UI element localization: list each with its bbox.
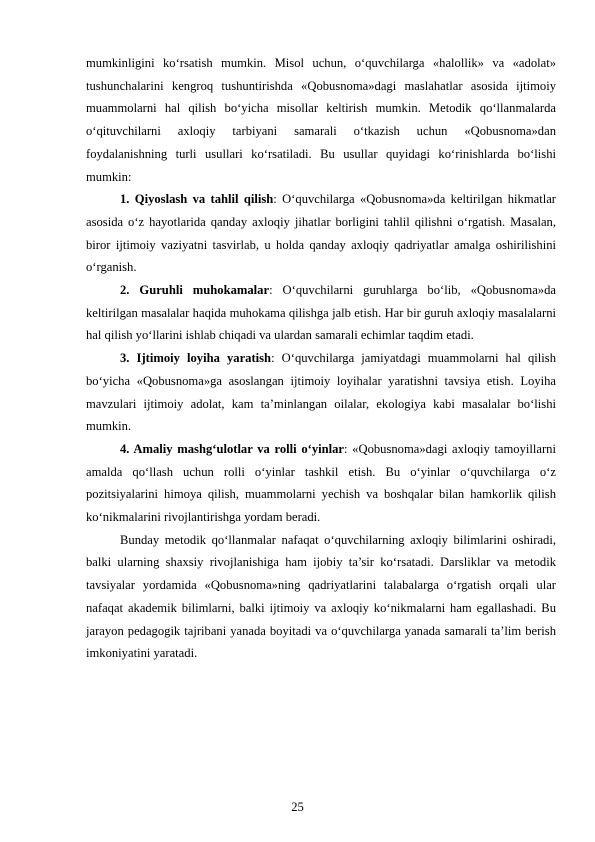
document-body [86, 52, 556, 665]
list-item-2 [86, 279, 556, 347]
list-item-4-heading: 4. Amaliy mashg‘ulotlar va rolli o‘yinlar [120, 441, 345, 456]
list-item-1-heading: 1. Qiyoslash va tahlil qilish [120, 192, 274, 207]
list-item-3-heading: 3. Ijtimoiy loyiha yaratish [120, 351, 272, 366]
list-item-4 [86, 438, 556, 529]
list-item-3 [86, 347, 556, 438]
list-item-3-text: : O‘quvchilarga jamiyatdagi muammolarni hal qilish bo‘yicha «Qobusnoma»ga asoslangan ijtimoiy loyihalar yaratishni tavsiya etish. Loyiha mavzulari ijtimoiy adolat, kam ta’minlangan oilalar, ekologiya kabi masalalar bo‘lishi mumkin. [86, 351, 557, 434]
page-number: 25 [291, 800, 304, 814]
list-item-4-text: : «Qobusnoma»dagi axloqiy tamoyillarni amalda qo‘llash uchun rolli o‘yinlar tashkil etish. Bu o‘yinlar o‘quvchilarga o‘z pozitsiyalarini himoya qilish, muammolarni yechish va boshqalar bilan hamkorlik qilish ko‘nikmalarini rivojlantirishga yordam beradi. [86, 441, 556, 525]
list-item-2-heading: 2. Guruhli muhokamalar [120, 283, 270, 298]
list-item-1-text: : O‘quvchilarga «Qobusnoma»da keltirilgan hikmatlar asosida o‘z hayotlarida qanday axloqiy jihatlar borligini tahlil qilishni o‘rgatish. Masalan, biror ijtimoiy vaziyatni tasvirlab, u holda qanday axloqiy qadriyatlar amalga oshirilishini o‘rganish. [86, 192, 556, 275]
list-item-1 [86, 188, 556, 279]
list-item-2-text: : O‘quvchilarni guruhlarga bo‘lib, «Qobusnoma»da keltirilgan masalalar haqida muhokama qilishga jalb etish. Har bir guruh axloqiy masalalarni hal qilish yo‘llarini ishlab chiqadi va ulardan samarali echimlar taqdim etadi. [86, 283, 556, 343]
intro-paragraph: mumkinligini ko‘rsatish mumkin. Misol uchun, o‘quvchilarga «halollik» va «adolat» tushunchalarini kengroq tushuntirishda «Qobusnoma»dagi maslahatlar asosida ijtimoiy muammolarni hal qilish bo‘yicha misollar keltirish mumkin. Metodik qo‘llanmalarda o‘qituvchilarni axloqiy tarbiyani samarali o‘tkazish uchun «Qobusnoma»dan foydalanishning turli usullari ko‘rsatiladi. Bu usullar quyidagi ko‘rinishlarda bo‘lishi mumkin: [86, 56, 556, 184]
conclusion-paragraph: Bunday metodik qo‘llanmalar nafaqat o‘quvchilarning axloqiy bilimlarini oshiradi, balki ularning shaxsiy rivojlanishiga ham ijobiy ta’sir ko‘rsatadi. Darsliklar va metodik tavsiyalar yordamida «Qobusnoma»ning qadriyatlarini talabalarga o‘rgatish orqali ular nafaqat akademik bilimlarni, balki ijtimoiy va axloqiy ko‘nikmalarni ham egallashadi. Bu jarayon pedagogik tajribani yanada boyitadi va o‘quvchilarga yanada samarali ta’lim berish imkoniyatini yaratadi. [86, 532, 556, 661]
